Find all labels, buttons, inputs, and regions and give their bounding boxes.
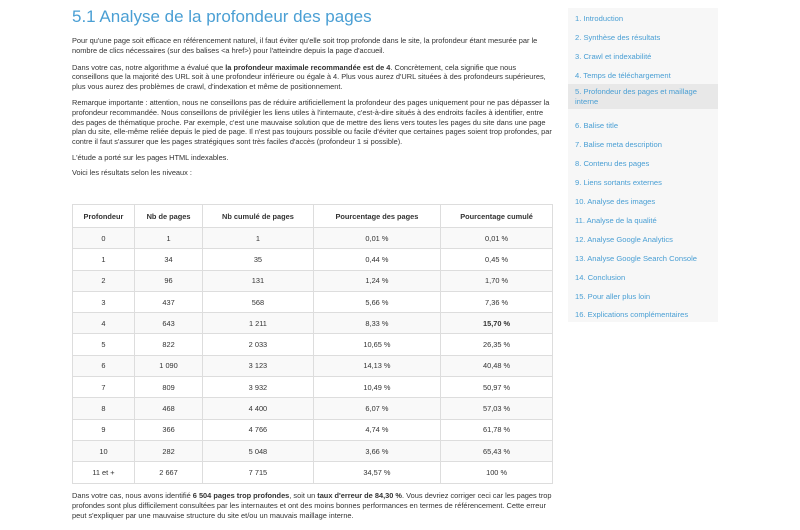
column-header: Pourcentage cumulé [441,205,553,228]
toc-item[interactable]: 11. Analyse de la qualité [575,216,657,225]
table-header-row [73,205,553,228]
table-of-contents [568,8,718,322]
table-cell: 34,57 % [313,462,440,483]
main-content [72,0,554,520]
table-cell: 35 [203,249,314,270]
table-cell: 14,13 % [313,355,440,376]
table-cell: 1,24 % [313,270,440,291]
text: . Concrètement, cela signifie que nous conseillons que la majorité des URL soit à une profondeur inférieure ou égale à 4. Plus vous aurez d'URL situées à des profondeurs supérieures, plus vous aurez des problèmes de crawl, d'indexation et même de positionnement. [72,62,546,92]
table-row [73,291,553,312]
table-cell: 0,45 % [441,249,553,270]
max-depth-highlight: la profondeur maximale recommandée est de 4 [225,62,391,72]
table-cell: 3 123 [203,355,314,376]
toc-item[interactable]: 6. Balise title [575,121,619,130]
table-cell: 10,65 % [313,334,440,355]
table-cell: 8,33 % [313,313,440,334]
table-cell: 15,70 % [441,313,553,334]
remark-paragraph: Remarque importante : attention, nous ne conseillons pas de réduire artificiellement la profondeur des pages uniquement pour ne pas dépasser la profondeur recommandée. Nous conseillons de privilégier les liens utiles à l'internaute, c'est-à-dire situés à des endroits faciles à identifier, entre des pages de thématique proche. Par exemple, c'est une mauvaise solution que de mettre des liens vers toutes les pages du site dans une page plan du site, elle-même reliée depuis le pied de page. Il n'est pas toujours possible ou facile d'éviter que certaines pages soient trop profondes, par contre il faut s'assurer que les pages stratégiques sont très faciles d'accès (profondeur 1 si possible). [72,97,552,147]
table-cell: 50,97 % [441,377,553,398]
column-header: Profondeur [73,205,135,228]
too-deep-count: 6 504 pages trop profondes [192,491,290,500]
table-cell: 40,48 % [441,355,553,376]
table-cell: 4 766 [203,419,314,440]
table-cell: 61,78 % [441,419,553,440]
table-cell: 8 [73,398,135,419]
recommendation-paragraph [72,63,554,92]
table-row [73,228,553,249]
table-cell: 4 400 [203,398,314,419]
toc-item[interactable]: 15. Pour aller plus loin [575,292,651,301]
table-cell: 26,35 % [441,334,553,355]
table-row [73,398,553,419]
text: Dans votre cas, nous avons identifié [72,491,193,500]
table-cell: 65,43 % [441,440,553,461]
table-row [73,377,553,398]
table-cell: 6,07 % [313,398,440,419]
table-cell: 4,74 % [313,419,440,440]
column-header: Pourcentage des pages [313,205,440,228]
table-cell: 4 [73,313,135,334]
results-intro: Voici les résultats selon les niveaux : [72,167,192,177]
toc-item[interactable]: 16. Explications complémentaires [575,310,689,319]
intro-paragraph: Pour qu'une page soit efficace en référencement naturel, il faut éviter qu'elle soit trop profonde dans le site, la profondeur étant mesurée par le nombre de clics nécessaires (sur des balises <a href>) pour l'atteindre depuis la page d'accueil. [72,36,538,55]
toc-item[interactable]: 5. Profondeur des pages et maillage interne [568,84,718,109]
table-cell: 0,44 % [313,249,440,270]
column-header: Nb cumulé de pages [203,205,314,228]
table-cell: 96 [134,270,202,291]
toc-item[interactable]: 10. Analyse des images [575,197,656,206]
table-cell: 1,70 % [441,270,553,291]
table-row [73,334,553,355]
table-cell: 1 090 [134,355,202,376]
toc-item[interactable]: 13. Analyse Google Search Console [575,254,698,263]
table-cell: 437 [134,291,202,312]
table-cell: 9 [73,419,135,440]
toc-item[interactable]: 8. Contenu des pages [575,159,650,168]
table-cell: 0,01 % [441,228,553,249]
table-cell: 1 [134,228,202,249]
table-cell: 7 [73,377,135,398]
table-row [73,355,553,376]
toc-item[interactable]: 4. Temps de téléchargement [575,71,671,80]
table-cell: 2 [73,270,135,291]
table-cell: 0,01 % [313,228,440,249]
toc-item[interactable]: 3. Crawl et indexabilité [575,52,652,61]
table-cell: 1 [73,249,135,270]
table-cell: 57,03 % [441,398,553,419]
text: , soit un [289,491,318,500]
table-cell: 809 [134,377,202,398]
table-cell: 7 715 [203,462,314,483]
table-cell: 5,66 % [313,291,440,312]
table-cell: 2 667 [134,462,202,483]
table-cell: 10 [73,440,135,461]
table-cell: 3,66 % [313,440,440,461]
table-cell: 3 932 [203,377,314,398]
table-cell: 100 % [441,462,553,483]
section-title: 5.1 Analyse de la profondeur des pages [72,7,372,26]
table-cell: 5 [73,334,135,355]
table-cell: 7,36 % [441,291,553,312]
table-cell: 131 [203,270,314,291]
error-rate: taux d'erreur de 84,30 % [317,491,402,500]
table-row [73,462,553,483]
table-cell: 366 [134,419,202,440]
table-cell: 34 [134,249,202,270]
table-row [73,440,553,461]
table-cell: 468 [134,398,202,419]
toc-item[interactable]: 2. Synthèse des résultats [575,33,661,42]
toc-item[interactable]: 7. Balise meta description [575,140,662,149]
table-cell: 822 [134,334,202,355]
table-row [73,270,553,291]
conclusion-paragraph [72,491,554,520]
toc-item[interactable]: 14. Conclusion [575,273,626,282]
table-cell: 643 [134,313,202,334]
toc-item[interactable]: 9. Liens sortants externes [575,178,662,187]
table-cell: 5 048 [203,440,314,461]
text: Dans votre cas, notre algorithme a évalué que [72,62,226,72]
table-cell: 2 033 [203,334,314,355]
toc-item[interactable]: 12. Analyse Google Analytics [575,235,673,244]
table-cell: 3 [73,291,135,312]
table-row [73,419,553,440]
table-cell: 568 [203,291,314,312]
table-cell: 11 et + [73,462,135,483]
depth-table [72,204,553,484]
column-header: Nb de pages [134,205,202,228]
table-cell: 1 [203,228,314,249]
text: . Vous devriez corriger ceci car les pages trop profondes sont plus difficilement consultées par les internautes et ont des moins bonnes performances en termes de référencement. Cette erreur peut s'expliquer par une mauvaise structure du site et/ou un mauvais maillage interne. [72,491,552,520]
table-cell: 10,49 % [313,377,440,398]
toc-item[interactable]: 1. Introduction [575,14,624,23]
table-cell: 282 [134,440,202,461]
table-row [73,249,553,270]
table-cell: 6 [73,355,135,376]
table-cell: 1 211 [203,313,314,334]
table-row [73,313,553,334]
scope-paragraph: L'étude a porté sur les pages HTML indexables. [72,152,229,162]
table-cell: 0 [73,228,135,249]
